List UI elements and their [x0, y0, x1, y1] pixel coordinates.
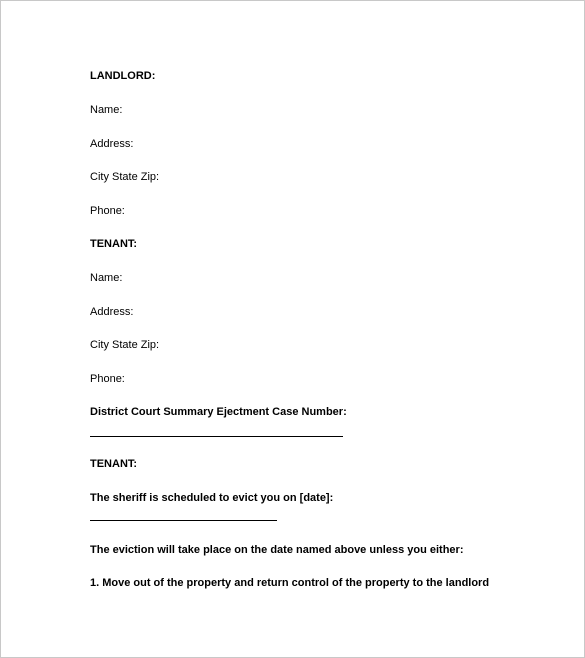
tenant-phone-label: Phone:: [90, 373, 125, 385]
landlord-city-state-zip-label: City State Zip:: [90, 171, 160, 183]
tenant-name-label: Name:: [90, 272, 123, 284]
tenant-city-state-zip-label: City State Zip:: [90, 339, 160, 351]
tenant-address-label: Address:: [90, 306, 134, 318]
landlord-heading: LANDLORD:: [90, 70, 156, 82]
eviction-intro: The eviction will take place on the date named above unless you either:: [90, 544, 464, 556]
tenant-heading-2: TENANT:: [90, 458, 138, 470]
option-1: 1. Move out of the property and return control of the property to the landlord: [90, 577, 490, 589]
sheriff-notice: The sheriff is scheduled to evict you on [date]:: [90, 492, 334, 504]
case-number-label: District Court Summary Ejectment Case Number:: [90, 406, 347, 418]
landlord-address-label: Address:: [90, 138, 134, 150]
eviction-date-blank-line: [90, 520, 277, 521]
landlord-phone-label: Phone:: [90, 205, 125, 217]
tenant-heading: TENANT:: [90, 238, 138, 250]
landlord-name-label: Name:: [90, 104, 123, 116]
case-number-blank-line: [90, 436, 343, 437]
